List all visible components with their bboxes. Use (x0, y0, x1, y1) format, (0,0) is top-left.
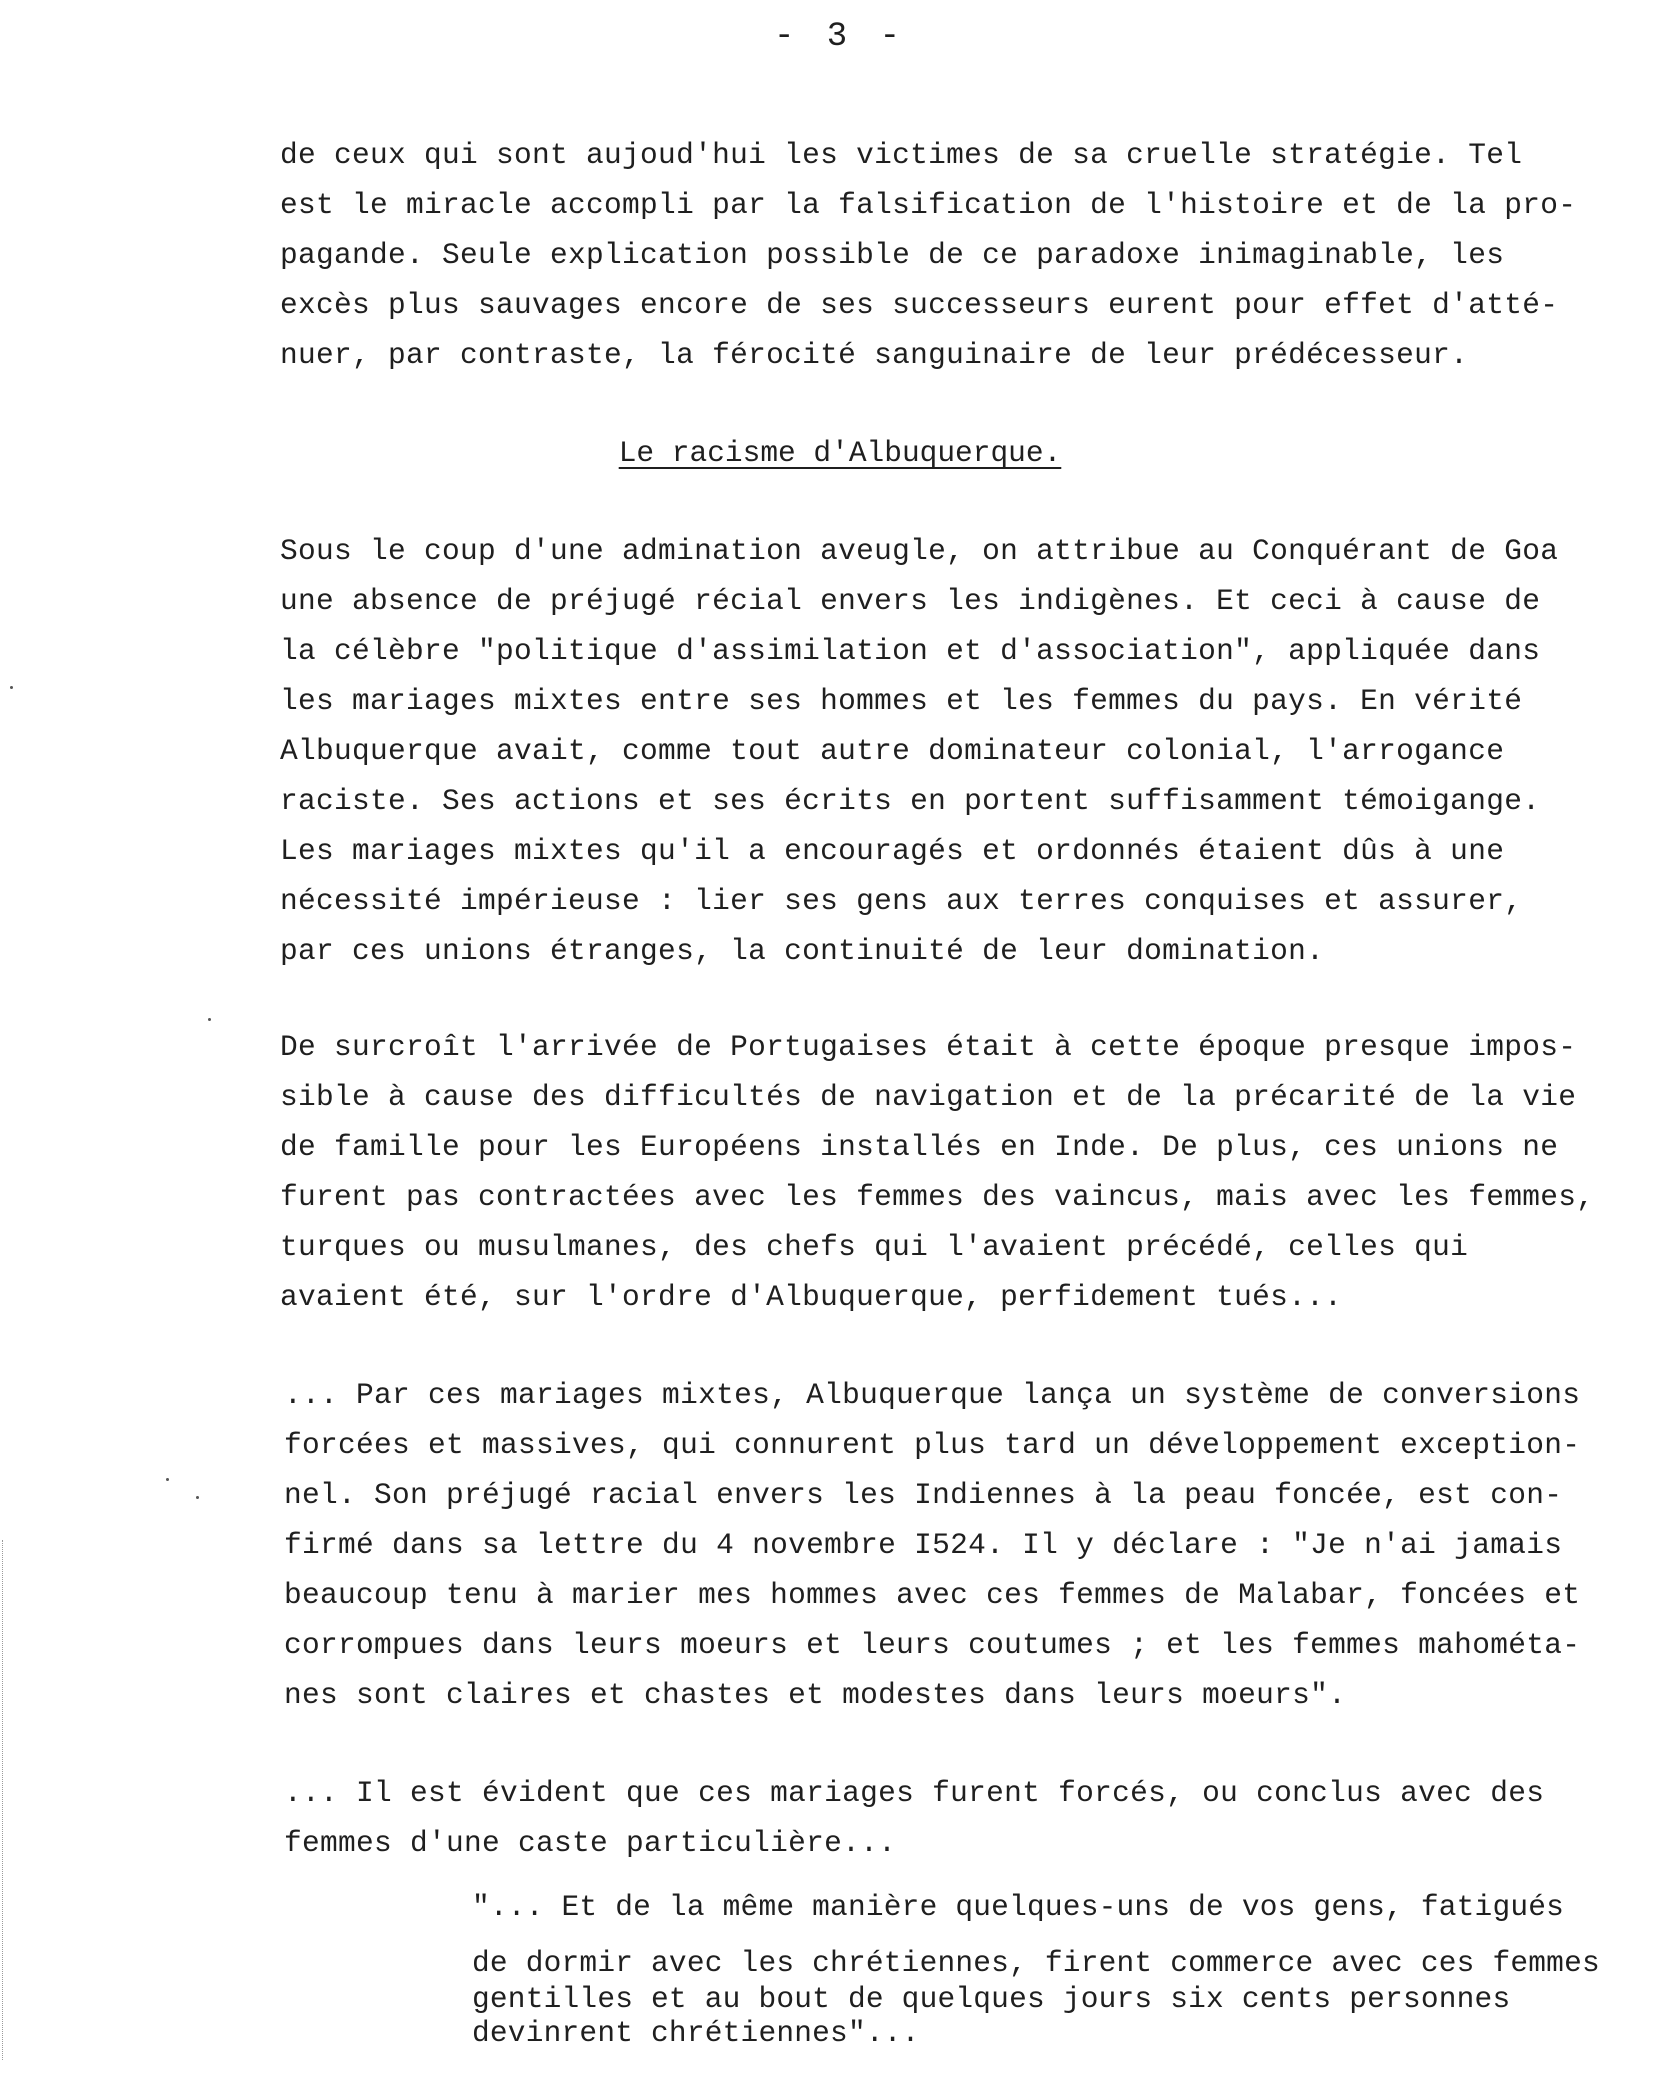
scan-speck (166, 1478, 169, 1481)
paragraph1-line-3: pagande. Seule explication possible de ce paradoxe inimaginable, les (280, 238, 1505, 272)
paragraph1-line-5: nuer, par contraste, la férocité sanguinaire de leur prédécesseur. (280, 338, 1469, 372)
paragraph1-line-1: de ceux qui sont aujoud'hui les victimes de sa cruelle stratégie. Tel (280, 138, 1523, 172)
paragraph3-line-5: turques ou musulmanes, des chefs qui l'avaient précédé, celles qui (280, 1230, 1469, 1264)
paragraph2-line-2: une absence de préjugé récial envers les indigènes. Et ceci à cause de (280, 584, 1541, 618)
scan-speck (10, 686, 13, 689)
paragraph3-line-2: sible à cause des difficultés de navigation et de la précarité de la vie (280, 1080, 1577, 1114)
paragraph2-line-5: Albuquerque avait, comme tout autre dominateur colonial, l'arrogance (280, 734, 1505, 768)
paragraph4-line-2: forcées et massives, qui connurent plus tard un développement exception- (284, 1428, 1581, 1462)
quote-line-4: devinrent chrétiennes"... (472, 2016, 920, 2050)
paragraph1-line-4: excès plus sauvages encore de ses successeurs eurent pour effet d'atté- (280, 288, 1559, 322)
paragraph2-line-3: la célèbre "politique d'assimilation et d'association", appliquée dans (280, 634, 1541, 668)
paragraph4-line-5: beaucoup tenu à marier mes hommes avec ces femmes de Malabar, foncées et (284, 1578, 1581, 1612)
paragraph3-line-4: furent pas contractées avec les femmes des vaincus, mais avec les femmes, (280, 1180, 1595, 1214)
paragraph2-line-7: Les mariages mixtes qu'il a encouragés et ordonnés étaient dûs à une (280, 834, 1505, 868)
paragraph4-line-3: nel. Son préjugé racial envers les Indiennes à la peau foncée, est con- (284, 1478, 1563, 1512)
scan-speck (196, 1496, 199, 1499)
paragraph3-line-1: De surcroît l'arrivée de Portugaises était à cette époque presque impos- (280, 1030, 1577, 1064)
paragraph2-line-4: les mariages mixtes entre ses hommes et les femmes du pays. En vérité (280, 684, 1523, 718)
paragraph5-line-2: femmes d'une caste particulière... (284, 1826, 897, 1860)
paragraph2-line-6: raciste. Ses actions et ses écrits en portent suffisamment témoigange. (280, 784, 1541, 818)
scan-edge-line (2, 1540, 4, 2060)
paragraph4-line-1: ... Par ces mariages mixtes, Albuquerque lança un système de conversions (284, 1378, 1581, 1412)
paragraph2-line-8: nécessité impérieuse : lier ses gens aux terres conquises et assurer, (280, 884, 1523, 918)
scan-speck (208, 1018, 211, 1021)
paragraph1-line-2: est le miracle accompli par la falsification de l'histoire et de la pro- (280, 188, 1577, 222)
paragraph2-line-9: par ces unions étranges, la continuité de leur domination. (280, 934, 1325, 968)
paragraph3-line-3: de famille pour les Européens installés en Inde. De plus, ces unions ne (280, 1130, 1559, 1164)
paragraph3-line-6: avaient été, sur l'ordre d'Albuquerque, perfidement tués... (280, 1280, 1343, 1314)
section-heading: Le racisme d'Albuquerque. (618, 436, 1062, 470)
paragraph2-line-1: Sous le coup d'une admination aveugle, on attribue au Conquérant de Goa (280, 534, 1559, 568)
paragraph4-line-7: nes sont claires et chastes et modestes dans leurs moeurs". (284, 1678, 1347, 1712)
paragraph4-line-6: corrompues dans leurs moeurs et leurs coutumes ; et les femmes mahométa- (284, 1628, 1581, 1662)
quote-line-1: "... Et de la même manière quelques-uns de vos gens, fatigués (472, 1890, 1565, 1924)
quote-line-2: de dormir avec les chrétiennes, firent commerce avec ces femmes (472, 1946, 1600, 1980)
quote-line-3: gentilles et au bout de quelques jours six cents personnes (472, 1982, 1511, 2016)
paragraph5-line-1: ... Il est évident que ces mariages furent forcés, ou conclus avec des (284, 1776, 1545, 1810)
paragraph4-line-4: firmé dans sa lettre du 4 novembre I524. Il y déclare : "Je n'ai jamais (284, 1528, 1563, 1562)
page-number: - 3 - (773, 18, 907, 56)
